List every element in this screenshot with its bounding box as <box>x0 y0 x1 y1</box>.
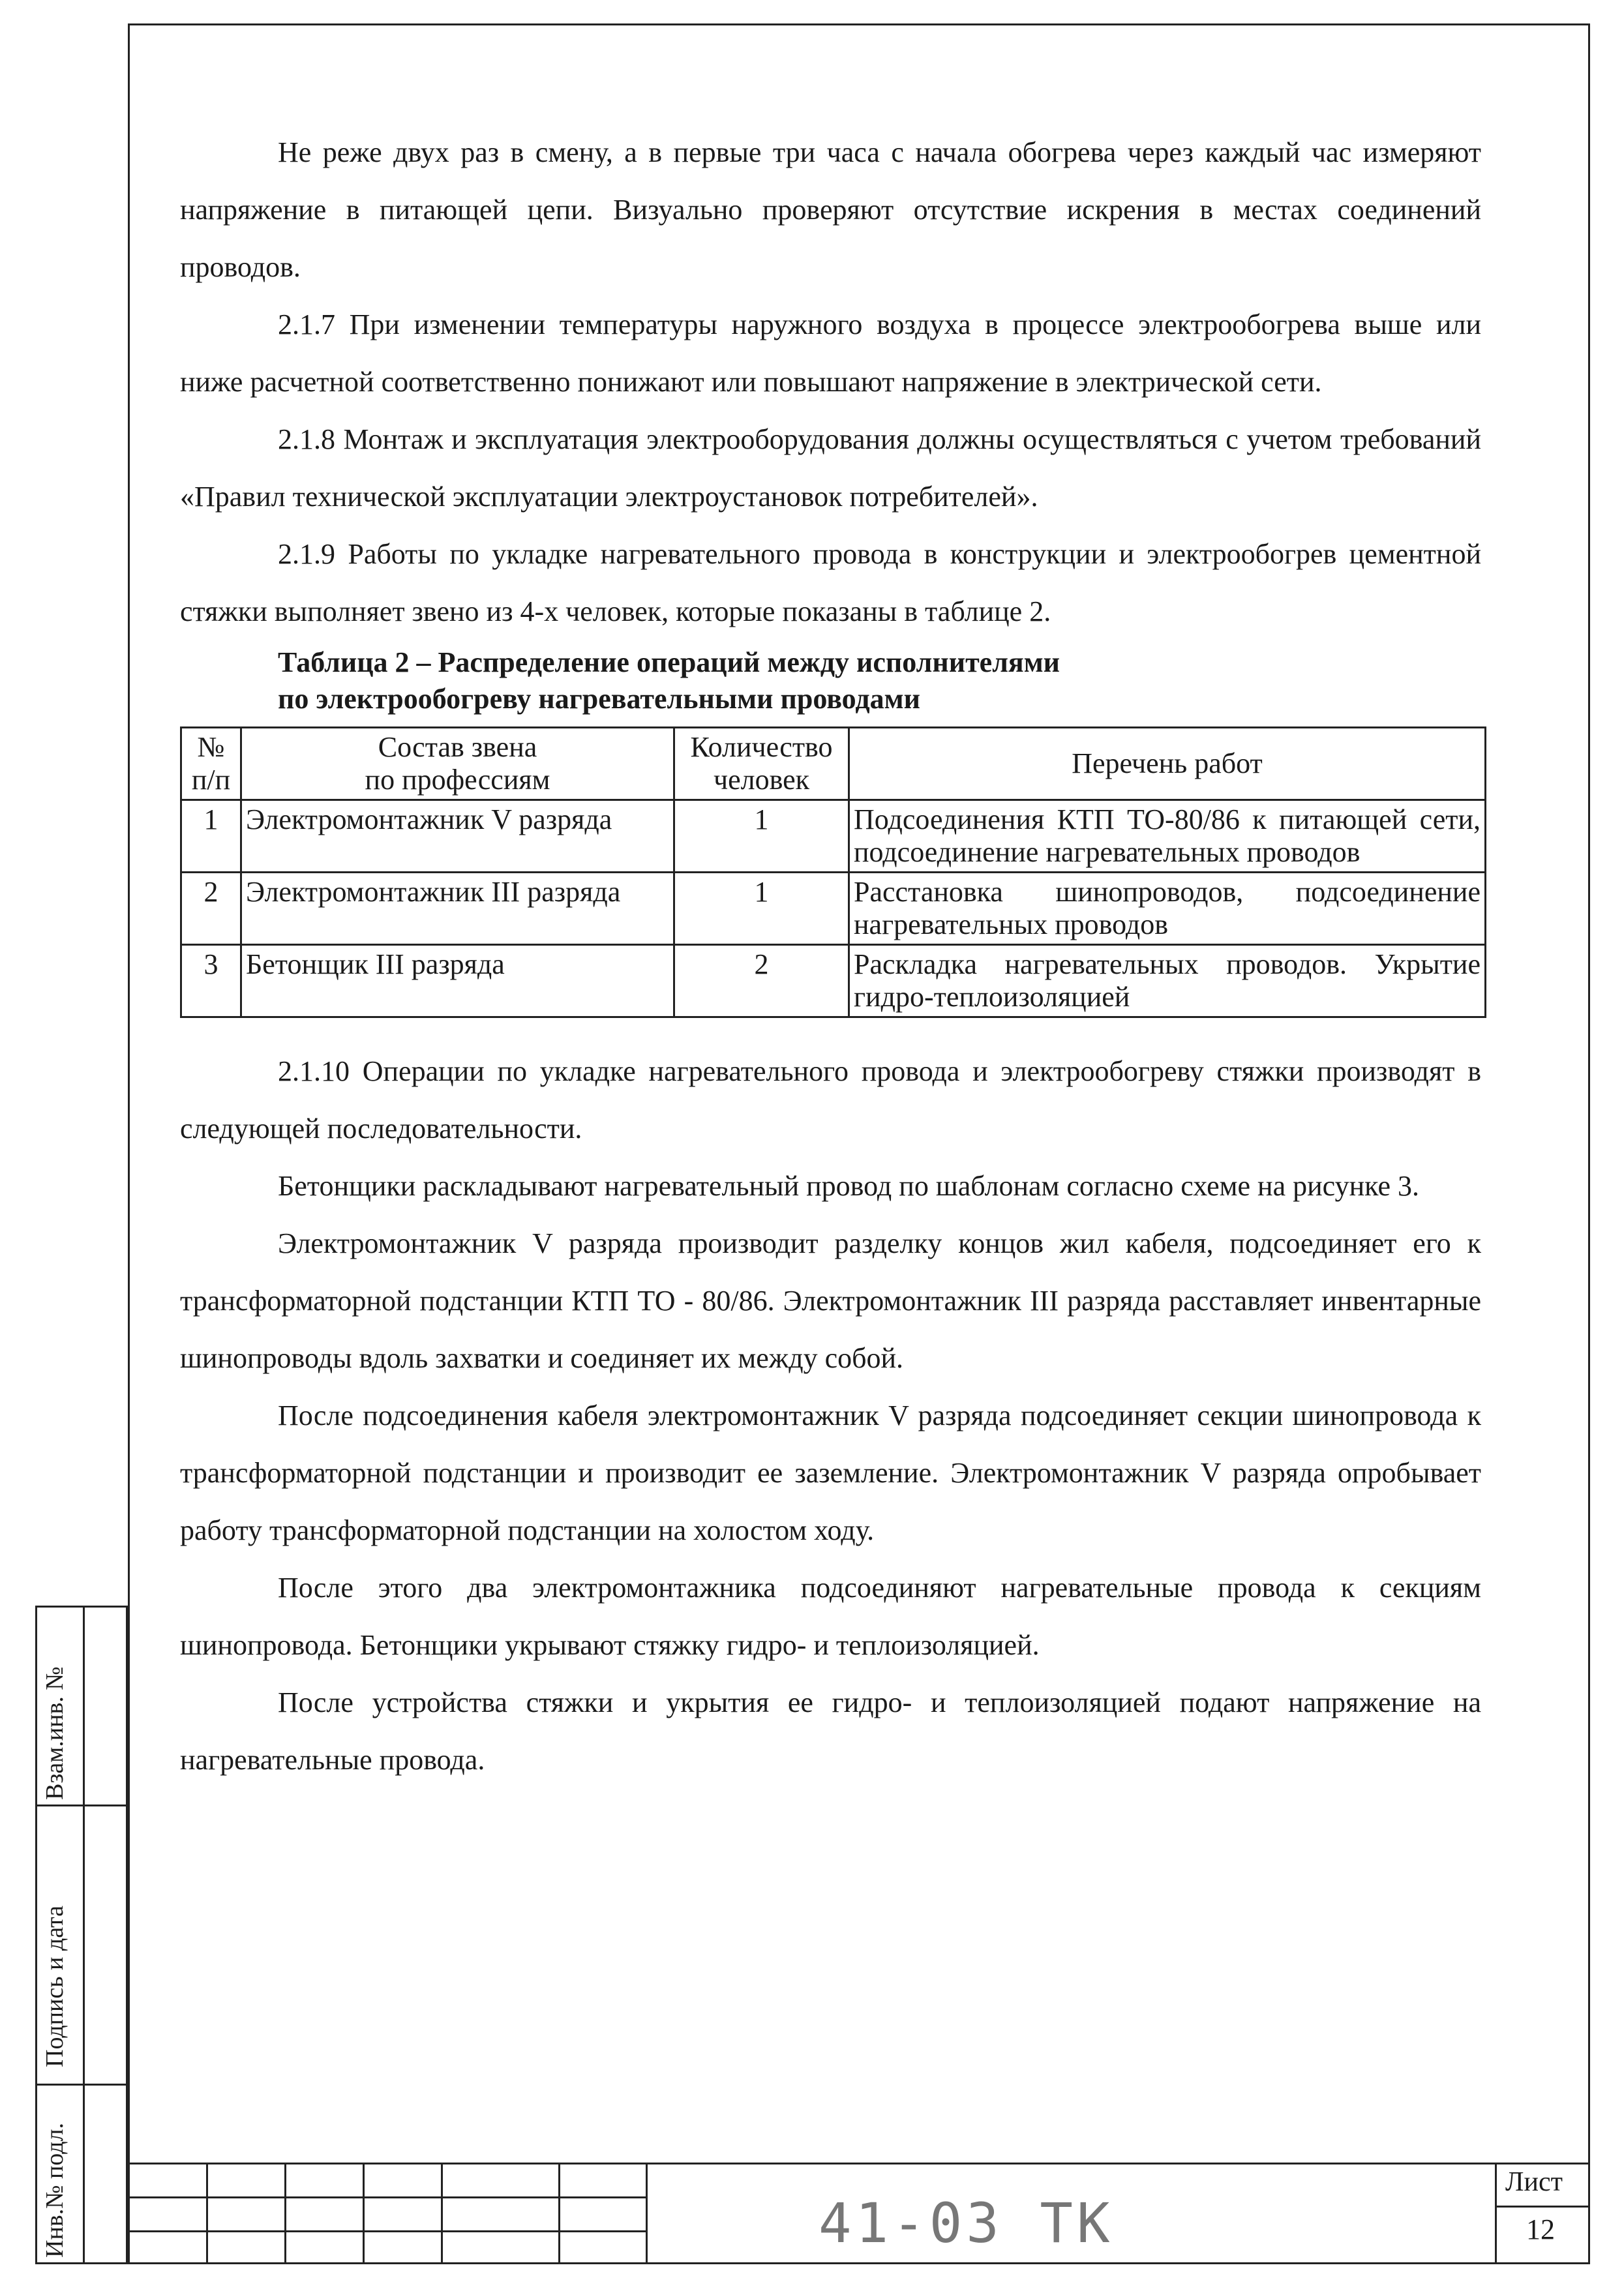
cell-num: 1 <box>181 800 241 873</box>
header-works: Перечень работ <box>849 728 1486 800</box>
sheet-label: Лист <box>1505 2167 1563 2197</box>
paragraph: После устройства стяжки и укрытия ее гидро- и теплоизоляцией подают напряжение на нагревательные провода. <box>180 1686 1481 1776</box>
table-row <box>181 800 1486 873</box>
cell-count: 2 <box>674 945 849 1017</box>
header-num: № п/п <box>181 728 241 800</box>
cell-works: Раскладка нагревательных проводов. Укрытие гидро-теплоизоляцией <box>849 945 1486 1017</box>
cell-works: Подсоединения КТП ТО-80/86 к питающей сети, подсоединение нагревательных проводов <box>849 800 1486 873</box>
cell-count: 1 <box>674 873 849 945</box>
paragraph: Электромонтажник V разряда производит разделку концов жил кабеля, подсоединяет его к трансформаторной подстанции КТП ТО - 80/86. Электромонтажник III разряда расставляет инвентарные шинопроводы вдоль захватки и соединяет их между собой. <box>180 1227 1481 1374</box>
cell-num: 3 <box>181 945 241 1017</box>
operations-table <box>180 726 1486 1018</box>
paragraph: 2.1.9 Работы по укладке нагревательного провода в конструкции и электрообогрев цементной стяжки выполняет звено из 4-х человек, которые показаны в таблице 2. <box>180 538 1481 627</box>
paragraph: После этого два электромонтажника подсоединяют нагревательные провода к секциям шинопровода. Бетонщики укрывают стяжку гидро- и теплоизоляцией. <box>180 1572 1481 1661</box>
table-row <box>181 945 1486 1017</box>
cell-team: Электромонтажник III разряда <box>241 873 674 945</box>
paragraph: 2.1.8 Монтаж и эксплуатация электрооборудования должны осуществляться с учетом требований «Правил технической эксплуатации электроустановок потребителей». <box>180 423 1481 513</box>
side-label-vzam: Взам.инв. № <box>41 1666 68 1800</box>
paragraph: 2.1.10 Операции по укладке нагревательного провода и электрообогреву стяжки производят в следующей последовательности. <box>180 1055 1481 1145</box>
document-body <box>180 124 1481 1789</box>
paragraph: Бетонщики раскладывают нагревательный провод по шаблонам согласно схеме на рисунке 3. <box>278 1170 1419 1202</box>
cell-team: Электромонтажник V разряда <box>241 800 674 873</box>
header-team: Состав звена по профессиям <box>241 728 674 800</box>
paragraph: 2.1.7 При изменении температуры наружного воздуха в процессе электрообогрева выше или ниже расчетной соответственно понижают или повышают напряжение в электрической сети. <box>180 308 1481 398</box>
header-count: Количество человек <box>674 728 849 800</box>
cell-team: Бетонщик III разряда <box>241 945 674 1017</box>
table-row <box>181 873 1486 945</box>
paragraph: Не реже двух раз в смену, а в первые три часа с начала обогрева через каждый час измеряют напряжение в питающей цепи. Визуально проверяют отсутствие искрения в местах соединений проводов. <box>180 136 1481 283</box>
sheet-number: 12 <box>1526 2213 1555 2245</box>
side-label-inv: Инв.№ подл. <box>41 2122 68 2258</box>
side-label-podpis: Подпись и дата <box>41 1905 68 2067</box>
cell-num: 2 <box>181 873 241 945</box>
paragraph: После подсоединения кабеля электромонтажник V разряда подсоединяет секции шинопровода к трансформаторной подстанции и производит ее заземление. Электромонтажник V разряда опробывает работу трансформаторной подстанции на холостом ходу. <box>180 1400 1481 1546</box>
table-header-row <box>181 728 1486 800</box>
cell-works: Расстановка шинопроводов, подсоединение нагревательных проводов <box>849 873 1486 945</box>
table-caption: Таблица 2 – Распределение операций между исполнителями по электрообогреву нагревательными проводами <box>278 646 1060 715</box>
cell-count: 1 <box>674 800 849 873</box>
document-code: 41-03 ТК <box>819 2191 1114 2255</box>
